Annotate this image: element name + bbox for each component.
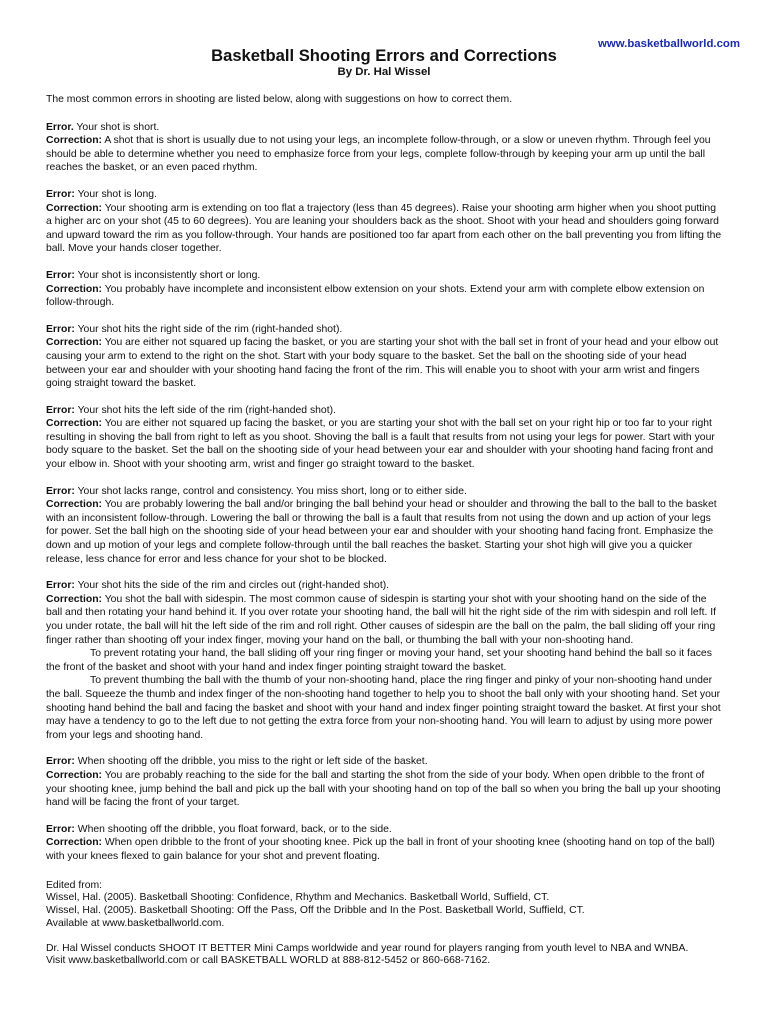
correction-text: Your shooting arm is extending on too flat a trajectory (less than 45 degrees). Raise your shooting arm higher when you shoot putting a higher arc on your shot (45 to 60 degrees). You are leaning your shoulders back as the shoot. Shoot with your head and shoulders going forward and upward toward the rim as you follow-through. Your hands are positioned too far apart from each other on the ball preventing you from lifting the ball. Move your hands closer together. [46,202,722,255]
correction-extra-paragraph: To prevent rotating your hand, the ball sliding off your ring finger or moving your hand, set your shooting hand behind the ball so it faces the front of the basket and shoot with your hand and index finger pointing straight toward the basket. [46,648,712,673]
correction-label: Correction: [46,499,102,511]
error-line [46,188,722,202]
error-text: When shooting off the dribble, you miss to the right or left side of the basket. [74,756,428,768]
error-text: Your shot is inconsistently short or long. [74,269,261,281]
credit-line: Wissel, Hal. (2005). Basketball Shooting: Off the Pass, Off the Dribble and In the Post. Basketball World, Suffield, CT. [46,905,585,917]
credit-line: Wissel, Hal. (2005). Basketball Shooting: Confidence, Rhythm and Mechanics. Basketball World, Suffield, CT. [46,892,550,904]
error-item [46,404,722,472]
error-item [46,755,722,809]
error-text: Your shot lacks range, control and consistency. You miss short, long or to either side. [74,485,467,497]
error-label: Error. [46,121,74,133]
errors-list [46,121,722,864]
error-item [46,269,722,310]
correction-text: You are either not squared up facing the basket, or you are starting your shot with the ball set in front of your head and your elbow out causing your arm to extend to the right on the shot. Start with your body square to the basket. Set the ball on the shooting side of your head between your ear and shoulder with your shooting hand facing the front of the rim. This will enable you to shoot with your arm wrist and fingers going straight toward the basket. [46,337,719,390]
correction-text: You are probably lowering the ball and/or bringing the ball behind your head or shoulder and throwing the ball to the ball to the basket with an inconsistent follow-through. Lowering the ball or throwing the ball is a fault that results from not using the down and up action of your legs for power. Set the ball high on the shooting side of your head between your ear and shoulder with your shooting hand facing front. Emphasize the down and up motion of your legs and complete follow-through until the ball reaches the basket. Starting your shot high will give you a quicker release, less chance for error and less chance for your shot to be blocked. [46,499,717,565]
error-item [46,121,722,175]
correction-label: Correction: [46,593,102,605]
promo-line: Dr. Hal Wissel conducts SHOOT IT BETTER Mini Camps worldwide and year round for players ranging from youth level to NBA and WNBA. [46,942,689,954]
correction-text: You are either not squared up facing the basket, or you are starting your shot with the ball set on your right hip or too far to your right resulting in shoving the ball from right to left as you shoot. Shoving the ball is a fault that results from not using your legs for power. Start with your body square to the basket. Set the ball on the shooting side of your head between your ear and shoulder with your shooting hand facing front and your elbow in. Shoot with your shooting arm, wrist and finger go straight toward to the basket. [46,418,715,471]
error-item [46,579,722,742]
intro-paragraph: The most common errors in shooting are listed below, along with suggestions on how to correct them. [46,94,513,105]
correction-text: When open dribble to the front of your shooting knee. Pick up the ball in front of your shooting knee (shooting hand on top of the ball) with your knees flexed to gain balance for your shot and prevent floating. [46,837,715,862]
correction-label: Correction: [46,418,102,430]
error-label: Error: [46,485,75,497]
correction-extra-paragraph: To prevent thumbing the ball with the thumb of your non-shooting hand, place the ring finger and pinky of your non-shooting hand under the ball. Squeeze the thumb and index finger of the non-shooting hand together to help you to shoot the ball only with your shooting hand. Set your shooting hand behind the ball and facing the basket and shoot with your hand and index finger pointing straight toward the basket. At first your shot may have a tendency to go to the left due to not getting the extra force from your non-shooting hand. You will learn to adjust by using more power from your legs and shooting hand. [46,675,721,741]
error-line [46,755,722,769]
error-text: Your shot hits the left side of the rim (right-handed shot). [74,404,336,416]
correction-text: You shot the ball with sidespin. The most common cause of sidespin is starting your shot with your shooting hand on the side of the ball and then rotating your hand behind it. If you over rotate your shooting hand, the ball will hit the right side of the rim with sidespin and roll left. If you under rotate, the ball will hit the left side of the rim and roll right. Other causes of sidespin are the ball on the palm, the ball sliding off your ring finger rather than shooting off your index finger, moving your hand on the ball, or thumbing the ball with your non-shooting hand. [46,593,717,646]
error-item [46,823,722,864]
correction-line [46,498,722,566]
correction-label: Correction: [46,202,102,214]
error-line [46,485,722,499]
error-line [46,323,722,337]
error-text: Your shot is long. [74,188,157,200]
error-line [46,823,722,837]
correction-text: You probably have incomplete and inconsistent elbow extension on your shots. Extend your arm with complete elbow extension on follow-through. [46,283,705,309]
correction-line [46,336,722,390]
error-line [46,579,722,593]
correction-label: Correction: [46,283,102,295]
error-label: Error: [46,823,75,835]
correction-line [46,283,722,310]
correction-line [46,769,722,810]
promo-section [46,943,722,969]
error-item [46,323,722,391]
credits-section [46,880,722,931]
error-item [46,188,722,256]
correction-line [46,836,722,863]
error-label: Error: [46,269,75,281]
error-label: Error: [46,580,75,592]
error-label: Error: [46,404,75,416]
correction-line [46,417,722,471]
error-text: Your shot is short. [73,121,160,133]
error-line [46,269,722,283]
site-url-link[interactable]: www.basketballworld.com [598,38,740,50]
correction-label: Correction: [46,135,102,147]
correction-label: Correction: [46,337,102,349]
correction-line [46,134,722,175]
correction-line [46,202,722,256]
correction-line [46,593,722,647]
error-label: Error: [46,188,75,200]
correction-label: Correction: [46,769,102,781]
error-line [46,404,722,418]
correction-text: A shot that is short is usually due to not using your legs, an incomplete follow-through, or a slow or uneven rhythm. Through feel you should be able to determine whether you need to emphasize force from your legs, complete follow-through by keeping your arm up until the ball reaches the basket, or an even paced rhythm. [46,135,711,174]
document-title: Basketball Shooting Errors and Corrections [211,46,557,65]
correction-text: You are probably reaching to the side for the ball and starting the shot from the side of your body. When open dribble to the front of your shooting knee, jump behind the ball and pick up the ball with your shooting hand on top of the ball so when you bring the ball up your shooting hand will be facing the front of your target. [46,769,721,809]
credit-line: Available at www.basketballworld.com. [46,917,225,929]
error-text: Your shot hits the right side of the rim (right-handed shot). [74,323,343,335]
error-line [46,121,722,135]
credit-line: Edited from: [46,879,103,891]
correction-label: Correction: [46,837,102,849]
promo-line: Visit www.basketballworld.com or call BASKETBALL WORLD at 888-812-5452 or 860-668-7162. [46,955,491,967]
error-text: When shooting off the dribble, you float forward, back, or to the side. [74,823,392,835]
error-label: Error: [46,756,75,768]
error-label: Error: [46,323,75,335]
error-text: Your shot hits the side of the rim and circles out (right-handed shot). [74,580,390,592]
document-author: By Dr. Hal Wissel [337,66,431,78]
error-item [46,485,722,567]
